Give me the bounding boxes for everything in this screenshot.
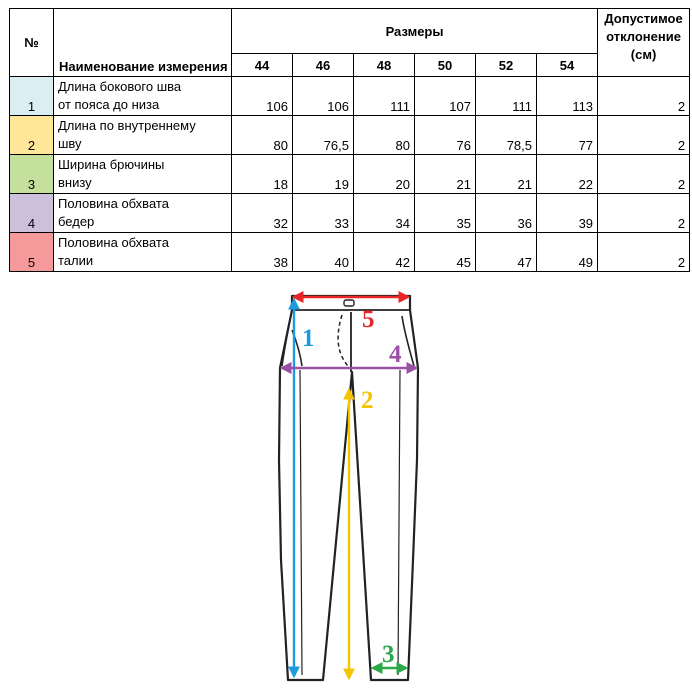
table-cell: 113 [537, 77, 598, 116]
size-header: 46 [293, 54, 354, 77]
table-cell: 80 [354, 116, 415, 155]
row-index: 1 [10, 77, 54, 116]
measure-3-label: 3 [382, 641, 395, 668]
row-label-line: бедер [58, 214, 95, 229]
tolerance-header-line: отклонение [606, 29, 681, 44]
tolerance-cell: 2 [598, 155, 690, 194]
row-index: 4 [10, 194, 54, 233]
tolerance-header-line: Допустимое [604, 11, 683, 26]
table-cell: 18 [232, 155, 293, 194]
size-header: 44 [232, 54, 293, 77]
row-index: 2 [10, 116, 54, 155]
row-label-line: Половина обхвата [58, 235, 169, 250]
row-label-line: Длина бокового шва [58, 79, 182, 94]
size-header: 54 [537, 54, 598, 77]
row-index: 5 [10, 233, 54, 272]
number-header: № [10, 9, 54, 77]
table-cell: 35 [415, 194, 476, 233]
table-cell: 21 [476, 155, 537, 194]
measure-2-label: 2 [361, 387, 374, 414]
table-cell: 80 [232, 116, 293, 155]
table-cell: 33 [293, 194, 354, 233]
button-icon [344, 300, 354, 306]
row-label-line: Длина по внутреннему [58, 118, 196, 133]
tolerance-cell: 2 [598, 77, 690, 116]
row-label-line: Ширина брючины [58, 157, 165, 172]
table-cell: 38 [232, 233, 293, 272]
row-label-line: талии [58, 253, 94, 268]
table-cell: 39 [537, 194, 598, 233]
table-cell: 40 [293, 233, 354, 272]
table-cell: 47 [476, 233, 537, 272]
tolerance-cell: 2 [598, 116, 690, 155]
row-index: 3 [10, 155, 54, 194]
table-cell: 20 [354, 155, 415, 194]
tolerance-cell: 2 [598, 194, 690, 233]
row-label-line: Половина обхвата [58, 196, 169, 211]
measure-5-label: 5 [362, 306, 375, 333]
tolerance-header-line: (см) [630, 47, 657, 62]
table-cell: 77 [537, 116, 598, 155]
table-cell: 42 [354, 233, 415, 272]
table-cell: 32 [232, 194, 293, 233]
table-cell: 49 [537, 233, 598, 272]
table-cell: 111 [476, 77, 537, 116]
table-cell: 111 [354, 77, 415, 116]
table-cell: 45 [415, 233, 476, 272]
table-cell: 106 [232, 77, 293, 116]
table-cell: 36 [476, 194, 537, 233]
table-cell: 78,5 [476, 116, 537, 155]
tolerance-cell: 2 [598, 233, 690, 272]
measurement-name-header: Наименование измерения [54, 9, 232, 77]
measure-1-label: 1 [302, 325, 315, 352]
table-cell: 22 [537, 155, 598, 194]
size-header: 50 [415, 54, 476, 77]
table-cell: 76 [415, 116, 476, 155]
table-cell: 34 [354, 194, 415, 233]
measure-4-label: 4 [389, 341, 402, 368]
row-label-line: шву [58, 136, 82, 151]
table-cell: 106 [293, 77, 354, 116]
table-cell: 76,5 [293, 116, 354, 155]
sizes-title: Размеры [232, 9, 598, 54]
row-label-line: от пояса до низа [58, 97, 160, 112]
table-cell: 21 [415, 155, 476, 194]
table-cell: 107 [415, 77, 476, 116]
row-label-line: внизу [58, 175, 92, 190]
size-header: 48 [354, 54, 415, 77]
size-header: 52 [476, 54, 537, 77]
table-cell: 19 [293, 155, 354, 194]
